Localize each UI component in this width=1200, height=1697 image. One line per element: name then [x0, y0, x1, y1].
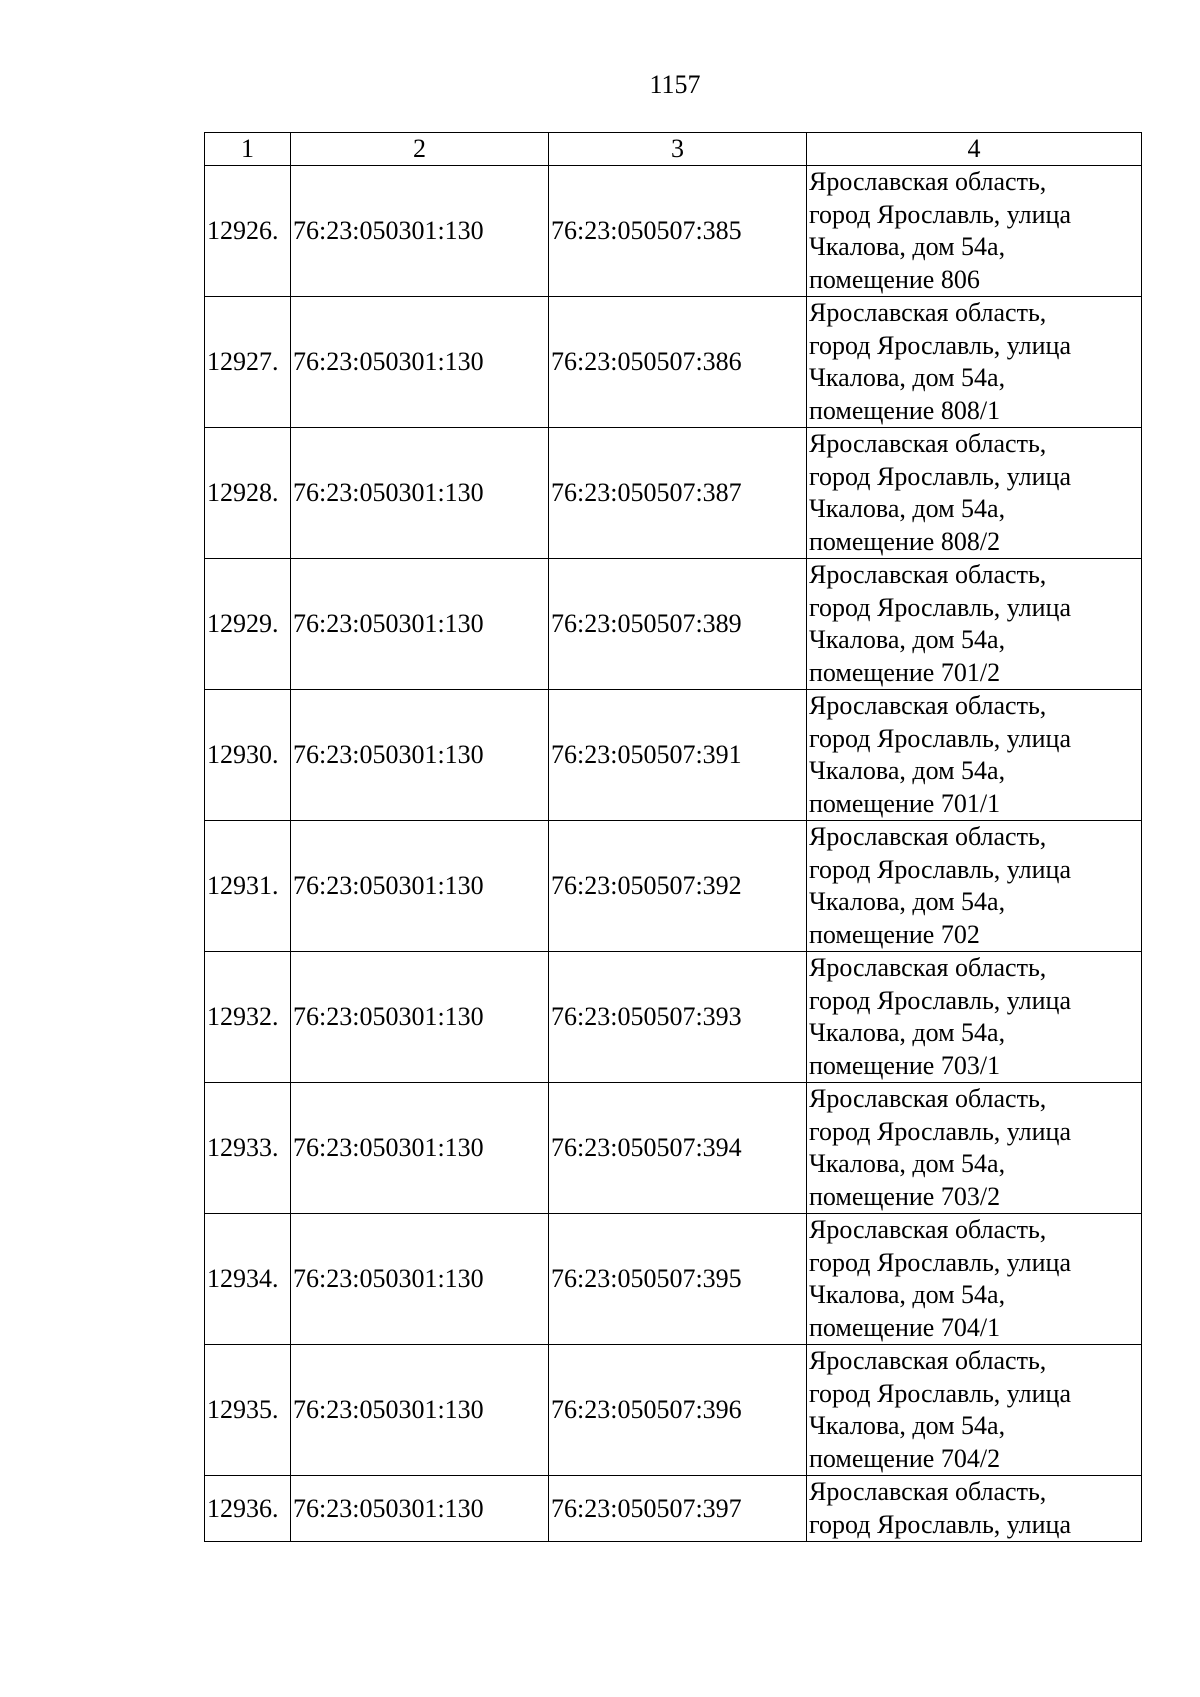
address-line: помещение 702	[809, 919, 980, 949]
address-line: Ярославская область,	[809, 167, 1047, 196]
header-col-1: 1	[205, 133, 291, 166]
header-col-4: 4	[807, 133, 1142, 166]
address-line: город Ярославль, улица	[809, 723, 1072, 753]
address-line: Чкалова, дом 54а,	[809, 1018, 1006, 1047]
row-number-cell: 12928.	[205, 428, 291, 559]
object-cadastral-number-cell: 76:23:050507:393	[549, 952, 807, 1083]
address-line: Ярославская область,	[809, 560, 1047, 589]
address-cell	[807, 297, 1142, 428]
table-row	[205, 1083, 1142, 1214]
address-cell	[807, 1083, 1142, 1214]
row-number-cell: 12927.	[205, 297, 291, 428]
object-cadastral-number-cell: 76:23:050507:385	[549, 166, 807, 297]
address-line: Чкалова, дом 54а,	[809, 363, 1006, 392]
row-number-cell: 12929.	[205, 559, 291, 690]
address-line: помещение 701/2	[809, 657, 1001, 687]
table-row	[205, 297, 1142, 428]
land-cadastral-number-cell: 76:23:050301:130	[291, 559, 549, 690]
address-line: город Ярославль, улица	[809, 592, 1072, 622]
address-line: город Ярославль, улица	[809, 199, 1072, 229]
address-line: город Ярославль, улица	[809, 330, 1072, 360]
address-cell	[807, 1476, 1142, 1542]
row-number-cell: 12935.	[205, 1345, 291, 1476]
address-line: Ярославская область,	[809, 1084, 1047, 1113]
address-line: Чкалова, дом 54а,	[809, 1280, 1006, 1309]
address-line: Ярославская область,	[809, 691, 1047, 720]
address-line: помещение 703/2	[809, 1181, 1001, 1211]
address-line: город Ярославль, улица	[809, 854, 1072, 884]
table-row	[205, 952, 1142, 1083]
object-cadastral-number-cell: 76:23:050507:392	[549, 821, 807, 952]
table-row	[205, 690, 1142, 821]
header-col-3: 3	[549, 133, 807, 166]
address-line: Ярославская область,	[809, 953, 1047, 982]
address-line: помещение 808/1	[809, 395, 1001, 425]
address-cell	[807, 690, 1142, 821]
address-line: Ярославская область,	[809, 298, 1047, 327]
object-cadastral-number-cell: 76:23:050507:389	[549, 559, 807, 690]
address-line: город Ярославль, улица	[809, 1378, 1072, 1408]
land-cadastral-number-cell: 76:23:050301:130	[291, 166, 549, 297]
row-number-cell: 12936.	[205, 1476, 291, 1542]
row-number-cell: 12934.	[205, 1214, 291, 1345]
land-cadastral-number-cell: 76:23:050301:130	[291, 1345, 549, 1476]
address-cell	[807, 952, 1142, 1083]
land-cadastral-number-cell: 76:23:050301:130	[291, 952, 549, 1083]
address-line: город Ярославль, улица	[809, 461, 1072, 491]
table-row	[205, 1345, 1142, 1476]
address-line: город Ярославль, улица	[809, 1509, 1072, 1539]
table-header	[205, 133, 1142, 166]
object-cadastral-number-cell: 76:23:050507:394	[549, 1083, 807, 1214]
address-line: Ярославская область,	[809, 1346, 1047, 1375]
address-line: помещение 701/1	[809, 788, 1001, 818]
address-line: Чкалова, дом 54а,	[809, 232, 1006, 261]
address-line: Чкалова, дом 54а,	[809, 887, 1006, 916]
address-line: город Ярославль, улица	[809, 1247, 1072, 1277]
address-cell	[807, 559, 1142, 690]
address-line: помещение 808/2	[809, 526, 1001, 556]
table-row	[205, 166, 1142, 297]
header-col-2: 2	[291, 133, 549, 166]
object-cadastral-number-cell: 76:23:050507:395	[549, 1214, 807, 1345]
table-row	[205, 1476, 1142, 1542]
land-cadastral-number-cell: 76:23:050301:130	[291, 297, 549, 428]
row-number-cell: 12931.	[205, 821, 291, 952]
row-number-cell: 12933.	[205, 1083, 291, 1214]
table-body	[205, 166, 1142, 1542]
address-line: Чкалова, дом 54а,	[809, 1411, 1006, 1440]
land-cadastral-number-cell: 76:23:050301:130	[291, 821, 549, 952]
object-cadastral-number-cell: 76:23:050507:391	[549, 690, 807, 821]
address-cell	[807, 1214, 1142, 1345]
address-line: помещение 703/1	[809, 1050, 1001, 1080]
row-number-cell: 12932.	[205, 952, 291, 1083]
object-cadastral-number-cell: 76:23:050507:387	[549, 428, 807, 559]
address-cell	[807, 821, 1142, 952]
address-line: помещение 806	[809, 264, 980, 294]
address-line: город Ярославль, улица	[809, 1116, 1072, 1146]
land-cadastral-number-cell: 76:23:050301:130	[291, 690, 549, 821]
address-cell	[807, 166, 1142, 297]
address-line: город Ярославль, улица	[809, 985, 1072, 1015]
address-line: Ярославская область,	[809, 1477, 1047, 1506]
address-line: помещение 704/1	[809, 1312, 1001, 1342]
address-cell	[807, 1345, 1142, 1476]
land-cadastral-number-cell: 76:23:050301:130	[291, 1214, 549, 1345]
table-row	[205, 559, 1142, 690]
row-number-cell: 12930.	[205, 690, 291, 821]
table-row	[205, 428, 1142, 559]
row-number-cell: 12926.	[205, 166, 291, 297]
header-row	[205, 133, 1142, 166]
page-number: 1157	[649, 70, 701, 99]
address-line: Чкалова, дом 54а,	[809, 494, 1006, 523]
object-cadastral-number-cell: 76:23:050507:386	[549, 297, 807, 428]
address-line: Ярославская область,	[809, 429, 1047, 458]
object-cadastral-number-cell: 76:23:050507:397	[549, 1476, 807, 1542]
address-line: Чкалова, дом 54а,	[809, 1149, 1006, 1178]
address-line: Ярославская область,	[809, 1215, 1047, 1244]
object-cadastral-number-cell: 76:23:050507:396	[549, 1345, 807, 1476]
land-cadastral-number-cell: 76:23:050301:130	[291, 1476, 549, 1542]
land-cadastral-number-cell: 76:23:050301:130	[291, 1083, 549, 1214]
address-line: Ярославская область,	[809, 822, 1047, 851]
address-line: помещение 704/2	[809, 1443, 1001, 1473]
address-cell	[807, 428, 1142, 559]
registry-table	[204, 132, 1142, 1542]
land-cadastral-number-cell: 76:23:050301:130	[291, 428, 549, 559]
table-row	[205, 1214, 1142, 1345]
table-row	[205, 821, 1142, 952]
address-line: Чкалова, дом 54а,	[809, 625, 1006, 654]
address-line: Чкалова, дом 54а,	[809, 756, 1006, 785]
